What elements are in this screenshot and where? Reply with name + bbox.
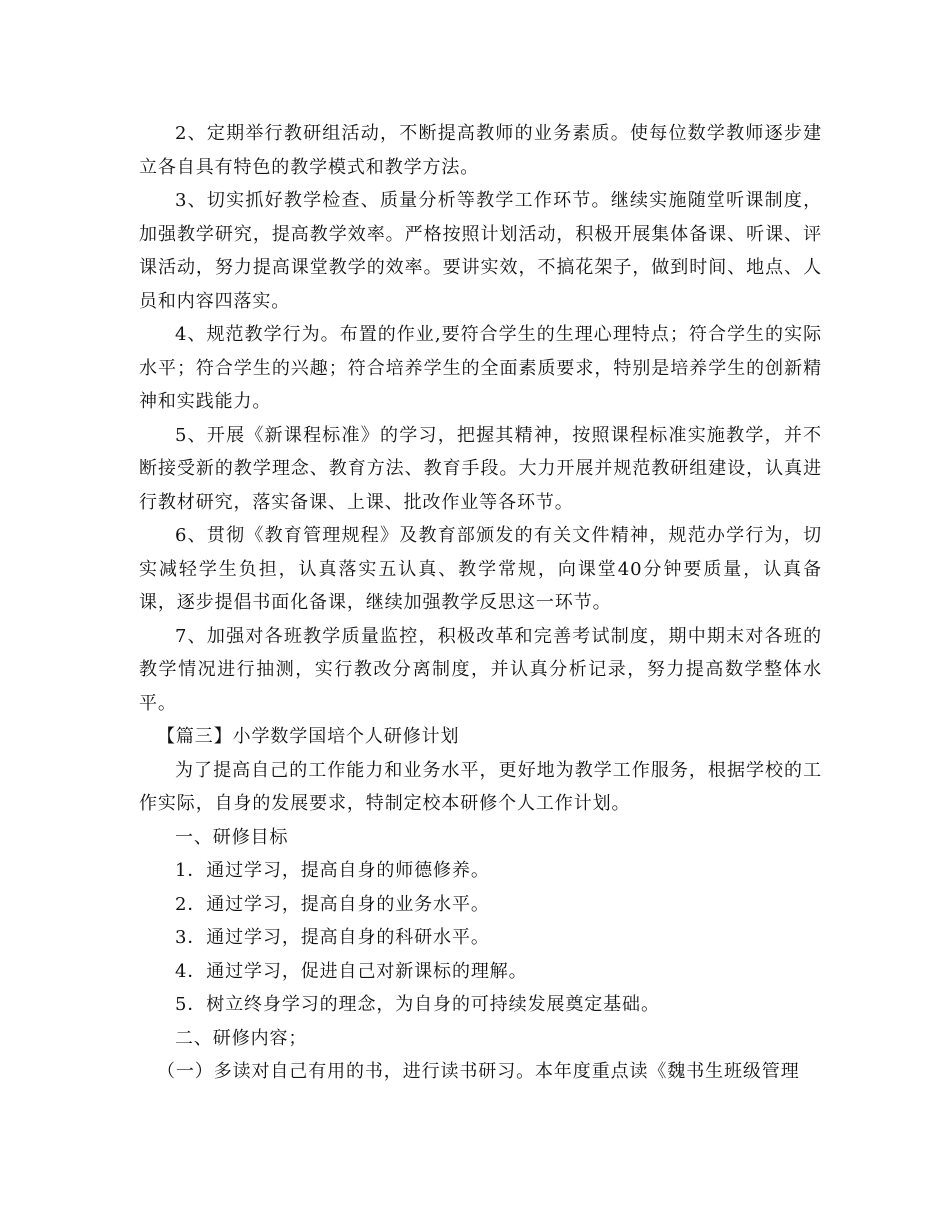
paragraph-item-5: 5、开展《新课程标准》的学习，把握其精神，按照课程标准实施教学，并不断接受新的教学理念、教育方法、教育手段。大力开展并规范教研组建设，认真进行教材研究，落实备课、上课、批改作业等各环节。 [139,424,822,513]
heading-research-goals: 一、研修目标 [175,826,289,848]
paragraph-item-7: 7、加强对各班教学质量监控，积极改革和完善考试制度，期中期末对各班的教学情况进行抽测，实行教改分离制度，并认真分析记录，努力提高数学整体水平。 [139,625,822,714]
paragraph-item-4: 4、规范教学行为。布置的作业,要符合学生的生理心理特点；符合学生的实际水平；符合学生的兴趣；符合培养学生的全面素质要求，特别是培养学生的创新精神和实践能力。 [139,324,822,412]
goal-item-4: 4．通过学习，促进自己对新课标的理解。 [175,960,528,982]
goal-item-1: 1．通过学习，提高自身的师德修养。 [175,860,490,881]
goal-item-5: 5．树立终身学习的理念，为自身的可持续发展奠定基础。 [175,994,660,1015]
content-item-1: （一）多读对自己有用的书，进行读书研习。本年度重点读《魏书生班级管理 [157,1061,800,1082]
paragraph-item-6: 6、贯彻《教育管理规程》及教育部颁发的有关文件精神，规范办学行为，切实减轻学生负担，认真落实五认真、教学常规，向课堂40分钟要质量，认真备课，逐步提倡书面化备课，继续加强教学反思这一环节。 [139,525,822,613]
paragraph-item-2: 2、定期举行教研组活动，不断提高教师的业务素质。使每位数学教师逐步建立各自具有特色的教学模式和教学方法。 [139,123,822,178]
goal-item-3: 3．通过学习，提高自身的科研水平。 [175,927,490,948]
goal-item-2: 2．通过学习，提高自身的业务水平。 [175,893,490,915]
intro-paragraph: 为了提高自己的工作能力和业务水平，更好地为教学工作服务，根据学校的工作实际，自身的发展要求，特制定校本研修个人工作计划。 [139,759,822,814]
paragraph-item-3: 3、切实抓好教学检查、质量分析等教学工作环节。继续实施随堂听课制度，加强教学研究，提高教学效率。严格按照计划活动，积极开展集体备课、听课、评课活动，努力提高课堂教学的效率。要讲实效，不搞花架子，做到时间、地点、人员和内容四落实。 [139,190,822,312]
heading-research-content: 二、研修内容； [175,1027,308,1049]
section-heading-part-three: 【篇三】小学数学国培个人研修计划 [157,726,460,747]
document-body [139,117,822,1089]
